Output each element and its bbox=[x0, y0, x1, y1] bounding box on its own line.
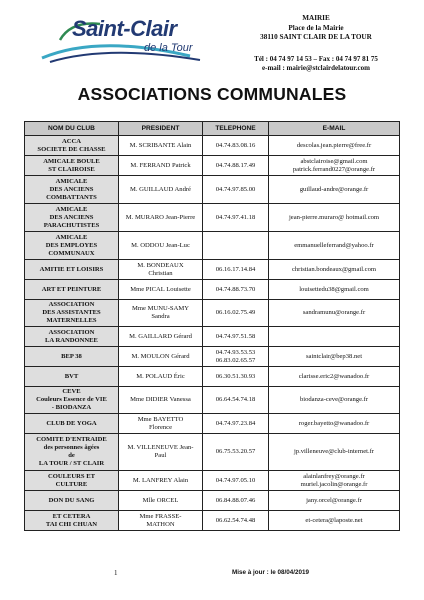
phone-number bbox=[203, 232, 269, 260]
table-header-row bbox=[25, 122, 400, 136]
president-name-line: M. POLAUD Éric bbox=[136, 372, 185, 380]
club-name-line: - BIODANZA bbox=[51, 404, 92, 411]
club-name-line: CULTURE bbox=[55, 480, 88, 488]
email-address bbox=[269, 434, 400, 471]
president-name bbox=[119, 232, 203, 260]
president-name-line: Christian bbox=[148, 269, 173, 277]
president-name bbox=[119, 347, 203, 367]
phone-number-line: 06.83.02.65.57 bbox=[215, 356, 256, 364]
email-address-line[interactable]: patrick.ferrand0227@orange.fr bbox=[292, 165, 376, 173]
email-address-line[interactable]: jean-pierre.muraro@ hotmail.com bbox=[288, 213, 380, 221]
phone-number bbox=[203, 511, 269, 531]
table-row bbox=[25, 387, 400, 414]
club-name bbox=[25, 280, 119, 300]
club-name-line: AMICALE bbox=[55, 177, 88, 185]
president-name-line: Mme FRASSE- bbox=[139, 512, 182, 520]
club-name-line: de bbox=[68, 452, 75, 459]
club-name-line: CLUB DE YOGA bbox=[46, 419, 97, 427]
mairie-line: Place de la Mairie bbox=[288, 23, 344, 32]
club-name bbox=[25, 204, 119, 232]
club-name bbox=[25, 414, 119, 434]
club-name-line: ACCA bbox=[61, 137, 82, 145]
club-name bbox=[25, 471, 119, 491]
mairie-phone-fax: Tél : 04 74 97 14 53 – Fax : 04 74 97 81 75 bbox=[254, 55, 378, 63]
club-name-line: COMITE D'ENTRAIDE bbox=[36, 436, 107, 443]
email-address-line[interactable]: sandramunu@orange.fr bbox=[302, 309, 366, 316]
email-address-line[interactable]: descolas.jean.pierre@free.fr bbox=[296, 141, 372, 149]
president-name bbox=[119, 367, 203, 387]
club-name-line: ET CETERA bbox=[52, 512, 91, 520]
club-name-line: DES ANCIENS bbox=[49, 213, 94, 221]
table-row bbox=[25, 156, 400, 176]
club-name-line: TAI CHI CHUAN bbox=[45, 520, 98, 528]
club-name-line: PARACHUTISTES bbox=[43, 221, 100, 229]
phone-number bbox=[203, 327, 269, 347]
president-name bbox=[119, 327, 203, 347]
table-row bbox=[25, 434, 400, 471]
club-name-line: DES EMPLOYES bbox=[45, 241, 98, 249]
header-president: PRESIDENT bbox=[119, 122, 203, 136]
phone-number-line: 06.75.53.20.57 bbox=[215, 448, 256, 455]
club-name bbox=[25, 176, 119, 204]
phone-number-line: 04.74.97.41.18 bbox=[215, 213, 256, 221]
header-club: NOM DU CLUB bbox=[25, 122, 119, 136]
club-name bbox=[25, 387, 119, 414]
page-title: ASSOCIATIONS COMMUNALES bbox=[77, 84, 347, 104]
phone-number bbox=[203, 414, 269, 434]
club-name-line: AMICALE bbox=[55, 205, 88, 213]
president-name-line: Sandra bbox=[151, 313, 170, 320]
president-name bbox=[119, 176, 203, 204]
page-number: 1 bbox=[114, 569, 118, 577]
email-address-line[interactable]: biodanza-ceve@orange.fr bbox=[299, 396, 369, 403]
club-name-line: DON DU SANG bbox=[48, 496, 95, 504]
president-name-line: Mme BAYETTO bbox=[137, 415, 184, 423]
email-address-line[interactable]: muriel.jacolin@orange.fr bbox=[300, 480, 368, 488]
phone-number-line: 04.74.97.23.84 bbox=[215, 419, 256, 427]
table-row bbox=[25, 280, 400, 300]
table-row bbox=[25, 471, 400, 491]
phone-number-line: 06.84.88.07.46 bbox=[215, 496, 256, 504]
club-name-line: ST CLAIROISE bbox=[48, 165, 95, 173]
email-address bbox=[269, 156, 400, 176]
president-name-line: MATHON bbox=[146, 520, 175, 528]
email-address-line[interactable]: et-cetera@laposte.net bbox=[305, 516, 363, 524]
phone-number bbox=[203, 300, 269, 327]
phone-number bbox=[203, 347, 269, 367]
club-name-line: COMMUNAUX bbox=[48, 249, 95, 257]
president-name bbox=[119, 387, 203, 414]
club-name-line: CEVE bbox=[62, 388, 81, 395]
president-name bbox=[119, 471, 203, 491]
phone-number bbox=[203, 491, 269, 511]
club-name-line: DES ASSISTANTES bbox=[42, 309, 101, 316]
table-row bbox=[25, 511, 400, 531]
phone-number-line: 04.74.83.08.16 bbox=[215, 141, 256, 149]
email-address bbox=[269, 491, 400, 511]
club-name-line: AMICALE BOULE bbox=[43, 157, 100, 165]
president-name-line: M. MURARO Jean-Pierre bbox=[125, 213, 196, 221]
mairie-line: MAIRIE bbox=[302, 14, 330, 22]
president-name-line: M. SCRIBANTE Alain bbox=[129, 141, 192, 149]
mairie-address bbox=[236, 14, 396, 43]
phone-number bbox=[203, 367, 269, 387]
phone-number-line: 06.30.51.30.93 bbox=[215, 372, 256, 380]
club-name bbox=[25, 347, 119, 367]
president-name bbox=[119, 434, 203, 471]
table-row bbox=[25, 347, 400, 367]
president-name bbox=[119, 136, 203, 156]
email-address-line[interactable]: christian.bondeaux@gmail.com bbox=[291, 265, 377, 273]
club-name-line: AMITIE ET LOISIRS bbox=[39, 265, 104, 273]
email-address-line[interactable]: jp.villeneuve@club-internet.fr bbox=[293, 448, 375, 455]
phone-number bbox=[203, 176, 269, 204]
phone-number bbox=[203, 156, 269, 176]
associations-table bbox=[24, 121, 400, 531]
email-address-line[interactable]: alainlanfrey@orange.fr bbox=[303, 472, 365, 480]
president-name bbox=[119, 300, 203, 327]
president-name-line: M. ODDOU Jean-Luc bbox=[131, 241, 190, 249]
table-row bbox=[25, 232, 400, 260]
club-name bbox=[25, 300, 119, 327]
club-name bbox=[25, 327, 119, 347]
club-name-line: BVT bbox=[64, 372, 79, 380]
president-name-line: M. BONDEAUX bbox=[137, 261, 184, 269]
club-name-line: SOCIETE DE CHASSE bbox=[37, 145, 106, 153]
phone-number bbox=[203, 204, 269, 232]
president-name-line: Mme DIDIER Vanessa bbox=[130, 396, 191, 403]
club-name-line: BEP 38 bbox=[61, 352, 82, 360]
phone-number bbox=[203, 136, 269, 156]
email-address bbox=[269, 511, 400, 531]
header-telephone: TELEPHONE bbox=[203, 122, 269, 136]
president-name bbox=[119, 414, 203, 434]
phone-number bbox=[203, 260, 269, 280]
email-address bbox=[269, 204, 400, 232]
table-row bbox=[25, 176, 400, 204]
email-address-line[interactable]: roger.bayetto@wanadoo.fr bbox=[298, 419, 370, 427]
president-name-line: Mme MUNU-SAMY bbox=[132, 305, 189, 312]
club-name-line: MATERNELLES bbox=[46, 317, 97, 324]
email-address bbox=[269, 387, 400, 414]
president-name bbox=[119, 204, 203, 232]
president-name bbox=[119, 511, 203, 531]
president-name-line: M. MOULON Gérard bbox=[131, 352, 190, 360]
logo-subtitle: de la Tour bbox=[144, 42, 193, 54]
email-address bbox=[269, 347, 400, 367]
mairie-contact bbox=[236, 55, 396, 73]
table-row bbox=[25, 327, 400, 347]
club-name bbox=[25, 232, 119, 260]
president-name bbox=[119, 280, 203, 300]
president-name-line: M. LANFREY Alain bbox=[132, 476, 189, 484]
club-name-line: COULEURS ET bbox=[47, 472, 96, 480]
phone-number-line: 06.64.54.74.18 bbox=[215, 396, 256, 403]
mairie-line: 38110 SAINT CLAIR DE LA TOUR bbox=[260, 33, 372, 41]
email-address bbox=[269, 300, 400, 327]
email-address bbox=[269, 232, 400, 260]
club-name-line: ASSOCIATION bbox=[48, 328, 95, 336]
email-address bbox=[269, 260, 400, 280]
phone-number-line: 06.16.02.75.49 bbox=[215, 309, 256, 316]
phone-number-line: 04.74.93.53.53 bbox=[215, 348, 256, 356]
email-address-line[interactable]: jany.orcel@orange.fr bbox=[306, 496, 362, 504]
email-address bbox=[269, 367, 400, 387]
phone-number bbox=[203, 434, 269, 471]
president-name bbox=[119, 156, 203, 176]
email-address-line[interactable]: louisettedu38@gmail.com bbox=[299, 285, 369, 293]
table-row bbox=[25, 367, 400, 387]
president-name bbox=[119, 260, 203, 280]
table-row bbox=[25, 260, 400, 280]
phone-number bbox=[203, 471, 269, 491]
club-name-line: DES ANCIENS bbox=[49, 185, 94, 193]
email-address-line[interactable]: abstclairoise@gmail.com bbox=[300, 157, 368, 165]
club-name bbox=[25, 136, 119, 156]
president-name-line: Mme PICAL Louisette bbox=[130, 285, 191, 293]
phone-number-line: 04.74.88.73.70 bbox=[215, 285, 256, 293]
club-name-line: Couleurs Essence de VIE bbox=[36, 396, 107, 403]
email-address bbox=[269, 471, 400, 491]
phone-number-line: 06.16.17.14.84 bbox=[215, 265, 256, 273]
club-name bbox=[25, 156, 119, 176]
president-name-line: M. FERRAND Patrick bbox=[130, 161, 191, 169]
phone-number bbox=[203, 387, 269, 414]
club-name-line: COMBATTANTS bbox=[46, 193, 97, 201]
email-address-line[interactable]: saintclair@bep38.net bbox=[305, 352, 363, 360]
club-name-line: AMICALE bbox=[55, 233, 88, 241]
phone-number-line: 04.74.97.85.00 bbox=[215, 185, 256, 193]
email-address bbox=[269, 280, 400, 300]
mairie-email: e-mail : mairie@stclairdelatour.com bbox=[262, 64, 370, 72]
president-name-line: Mlle ORCEL bbox=[142, 496, 179, 504]
president-name bbox=[119, 491, 203, 511]
email-address-line[interactable]: emmanuelleferrand@yahoo.fr bbox=[294, 241, 374, 249]
phone-number-line: 06.62.54.74.48 bbox=[215, 516, 256, 524]
president-name-line: M. GUILLAUD André bbox=[130, 185, 191, 193]
email-address bbox=[269, 136, 400, 156]
table-row bbox=[25, 491, 400, 511]
header-email: E-MAIL bbox=[269, 122, 400, 136]
club-name bbox=[25, 511, 119, 531]
phone-number-line: 04.74.97.05.10 bbox=[215, 476, 256, 484]
president-name-line: M. VILLENEUVE Jean- bbox=[127, 444, 194, 451]
update-date: Mise à jour : le 08/04/2019 bbox=[232, 569, 310, 576]
table-row bbox=[25, 204, 400, 232]
phone-number-line: 04.74.97.51.58 bbox=[215, 332, 256, 340]
club-name bbox=[25, 434, 119, 471]
email-address bbox=[269, 414, 400, 434]
club-name-line: ASSOCIATION bbox=[48, 301, 95, 308]
table-row bbox=[25, 414, 400, 434]
president-name-line: Florence bbox=[148, 423, 173, 431]
logo-title: Saint-Clair bbox=[72, 16, 177, 41]
email-address bbox=[269, 176, 400, 204]
commune-logo bbox=[40, 12, 230, 68]
club-name-line: LA RANDONNEE bbox=[45, 336, 98, 344]
club-name-line: ART ET PEINTURE bbox=[41, 285, 102, 293]
email-address-line[interactable]: guillaud-andre@orange.fr bbox=[299, 185, 369, 193]
president-name-line: M. GAILLARD Gérard bbox=[129, 332, 192, 340]
president-name-line: Paul bbox=[154, 452, 167, 459]
club-name bbox=[25, 491, 119, 511]
club-name bbox=[25, 260, 119, 280]
club-name-line: des personnes âgées bbox=[43, 444, 100, 451]
email-address-line[interactable]: clarisse.eric2@wanadoo.fr bbox=[298, 372, 370, 380]
table-row bbox=[25, 136, 400, 156]
table-row bbox=[25, 300, 400, 327]
email-address bbox=[269, 327, 400, 347]
phone-number bbox=[203, 280, 269, 300]
club-name bbox=[25, 367, 119, 387]
phone-number-line: 04.74.88.17.49 bbox=[215, 161, 256, 169]
club-name-line: LA TOUR / ST CLAIR bbox=[38, 460, 105, 467]
